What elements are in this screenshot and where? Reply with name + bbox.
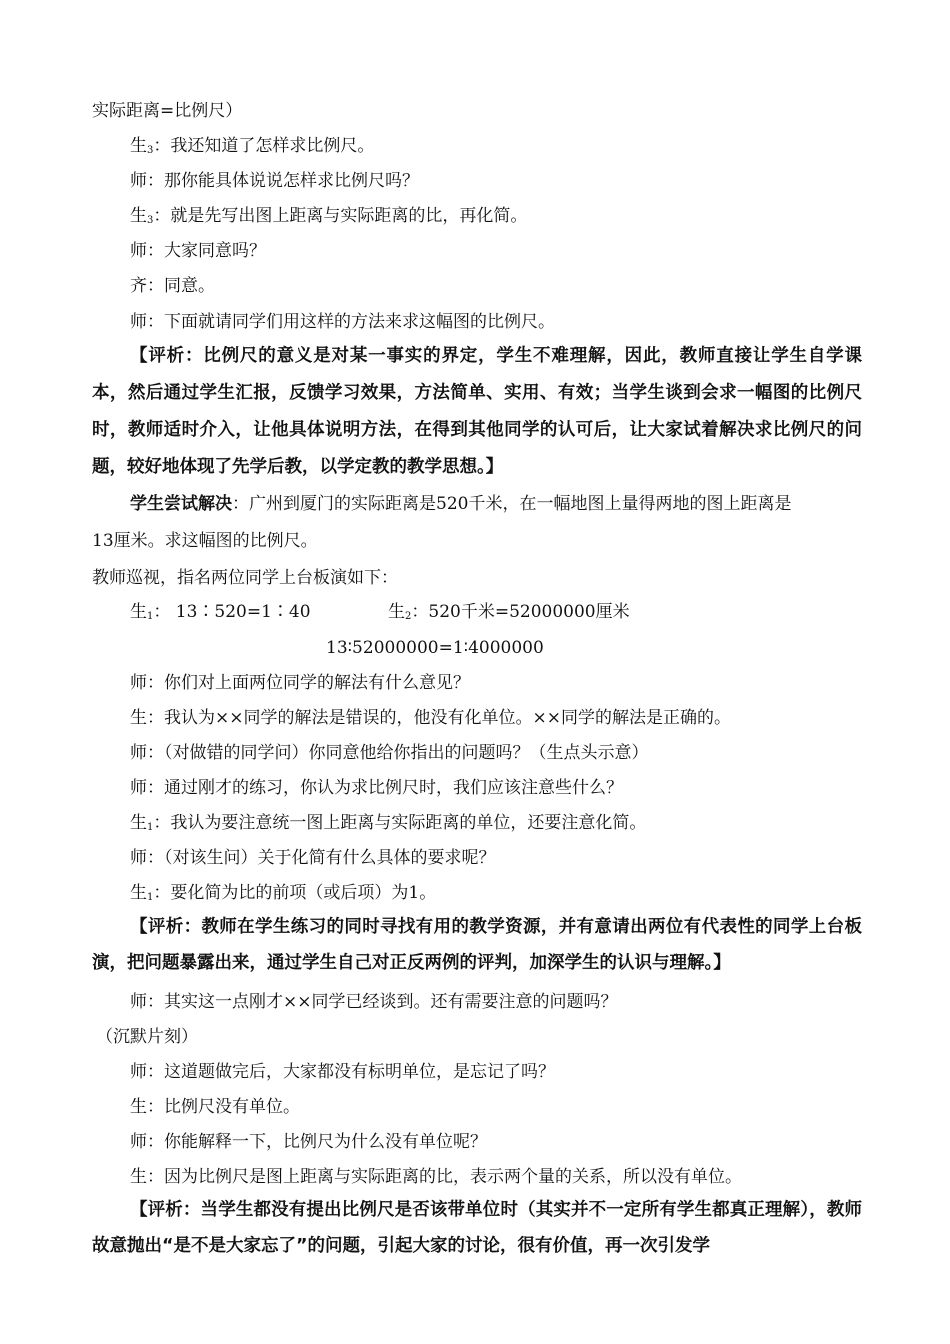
dialogue-line: 师：这道题做完后，大家都没有标明单位，是忘记了吗？ (130, 1062, 555, 1082)
utterance: ：我还知道了怎样求比例尺。 (153, 136, 375, 156)
speaker-index: 3 (147, 145, 154, 156)
dialogue-line: 师：（对做错的同学问）你同意他给你指出的问题吗？（生点头示意） (130, 743, 649, 763)
evaluation-paragraph: 【评析：当学生都没有提出比例尺是否该带单位时（其实并不一定所有学生都真正理解），教师故意抛出“是不是大家忘了”的问题，引起大家的讨论，很有价值，再一次引发学 (92, 1200, 862, 1256)
speaker: 生 (388, 602, 405, 622)
dialogue-line: 师：大家同意吗？ (130, 241, 266, 261)
task-label: 学生尝试解决 (130, 494, 232, 514)
stage-direction: （沉默片刻） (96, 1027, 198, 1047)
speaker-index: 1 (147, 892, 154, 903)
solution-student-2 (388, 600, 630, 624)
dialogue-line: 师：（对该生问）关于化简有什么具体的要求呢？ (130, 848, 496, 868)
speaker-index: 2 (405, 611, 412, 622)
speaker: 生 (130, 883, 147, 903)
dialogue-line (130, 204, 527, 228)
solution-text: ： 13∶520=1∶40 (153, 602, 311, 622)
task-line-continued: 13厘米。求这幅图的比例尺。 (92, 531, 318, 551)
speaker-index: 3 (147, 215, 154, 226)
dialogue-line: 生：我认为××同学的解法是错误的，他没有化单位。××同学的解法是正确的。 (130, 708, 731, 728)
utterance: ：我认为要注意统一图上距离与实际距离的单位，还要注意化简。 (153, 813, 647, 833)
task-text: ：广州到厦门的实际距离是520千米，在一幅地图上量得两地的图上距离是 (232, 494, 792, 514)
solution-student-2-line-2: 13∶52000000=1∶4000000 (326, 638, 544, 658)
dialogue-line: 齐：同意。 (130, 276, 215, 296)
solution-text: ：520千米=52000000厘米 (411, 602, 630, 622)
speaker: 生 (130, 813, 147, 833)
text-line: 实际距离=比例尺） (92, 101, 243, 121)
dialogue-line (130, 881, 436, 905)
dialogue-line: 师：你能解释一下，比例尺为什么没有单位呢？ (130, 1132, 487, 1152)
utterance: ：就是先写出图上距离与实际距离的比，再化简。 (153, 206, 528, 226)
dialogue-line: 生：因为比例尺是图上距离与实际距离的比，表示两个量的关系，所以没有单位。 (130, 1167, 742, 1187)
speaker-index: 1 (147, 822, 154, 833)
dialogue-line: 师：你们对上面两位同学的解法有什么意见？ (130, 673, 470, 693)
dialogue-line: 师：下面就请同学们用这样的方法来求这幅图的比例尺。 (130, 312, 555, 332)
utterance: ：要化简为比的前项（或后项）为1。 (153, 883, 437, 903)
solution-student-1 (130, 600, 311, 624)
dialogue-line: 师：通过刚才的练习，你认为求比例尺时，我们应该注意些什么？ (130, 778, 623, 798)
speaker: 生 (130, 206, 147, 226)
dialogue-line: 师：其实这一点刚才××同学已经谈到。还有需要注意的问题吗？ (130, 992, 618, 1012)
evaluation-paragraph: 【评析：比例尺的意义是对某一事实的界定，学生不难理解，因此，教师直接让学生自学课本，然后通过学生汇报，反馈学习效果，方法简单、实用、有效；当学生谈到会求一幅图的比例尺时，教师适时介入，让他具体说明方法，在得到其他同学的认可后，让大家试着解决求比例尺的问题，较好地体现了先学后教，以学定教的教学思想。】 (92, 346, 862, 477)
dialogue-line: 生：比例尺没有单位。 (130, 1097, 300, 1117)
speaker: 生 (130, 602, 147, 622)
speaker: 生 (130, 136, 147, 156)
dialogue-line (130, 811, 646, 835)
text-line: 教师巡视，指名两位同学上台板演如下： (92, 568, 398, 588)
task-line (130, 492, 791, 516)
evaluation-paragraph: 【评析：教师在学生练习的同时寻找有用的教学资源，并有意请出两位有代表性的同学上台板演，把问题暴露出来，通过学生自己对正反两例的评判，加深学生的认识与理解。】 (92, 917, 862, 973)
dialogue-line: 师：那你能具体说说怎样求比例尺吗？ (130, 171, 419, 191)
speaker-index: 1 (147, 611, 154, 622)
dialogue-line (130, 134, 374, 158)
